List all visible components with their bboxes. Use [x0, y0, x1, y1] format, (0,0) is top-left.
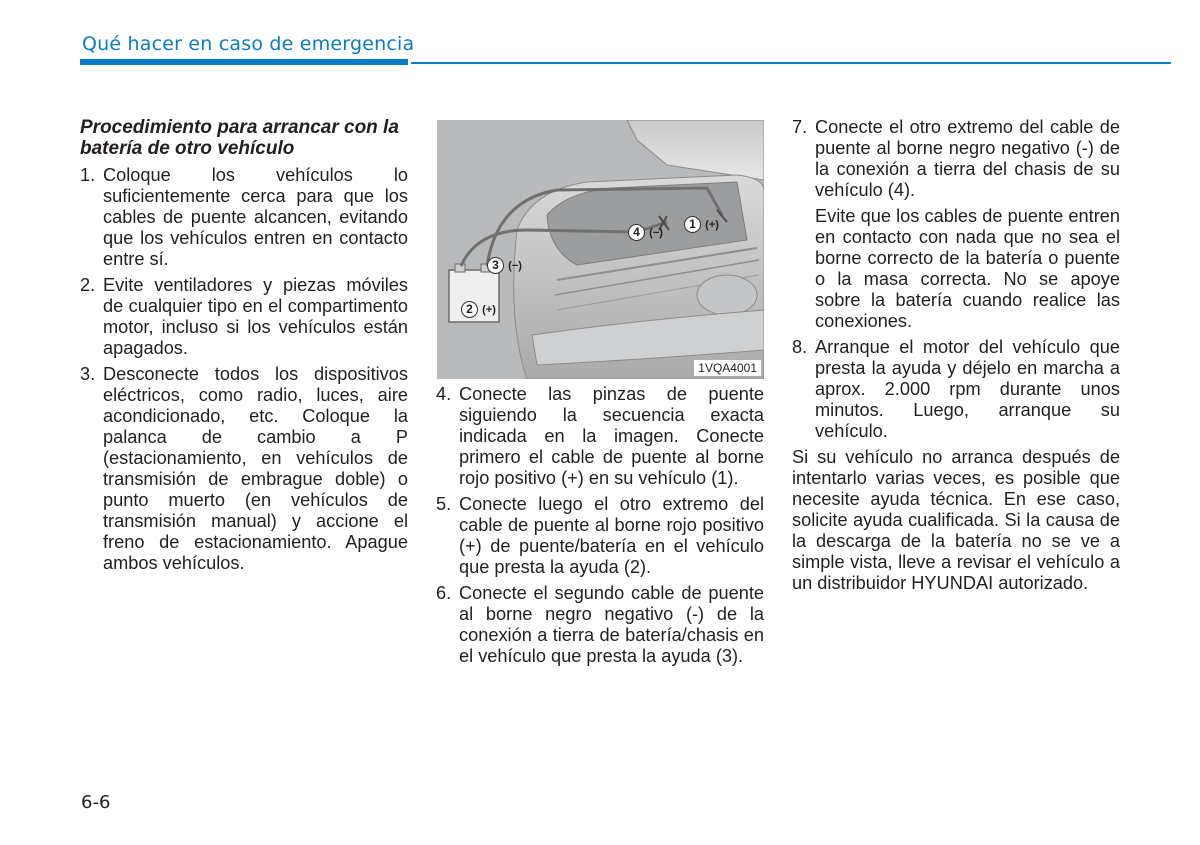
callout-2 — [461, 300, 496, 318]
item-number: 2. — [80, 275, 96, 295]
item-number: 1. — [80, 165, 96, 185]
callout-4-number: 4 — [628, 224, 645, 241]
item-note: Evite que los cables de puente entren en contacto con nada que no sea el borne correcto de la batería o puente o la masa correcta. No se apoye sobre la batería cuando realice las conexiones. — [815, 206, 1120, 331]
callout-2-number: 2 — [461, 301, 478, 318]
list-item — [436, 583, 764, 667]
header-rule-thick — [80, 59, 408, 65]
item-text: Conecte el otro extremo del cable de puente al borne negro negativo (-) de la conexión a tierra del chasis de su vehículo (4). — [815, 117, 1120, 200]
item-number: 6. — [436, 583, 452, 603]
procedure-heading: Procedimiento para arrancar con la batería de otro vehículo — [80, 117, 399, 159]
header-rule-thin — [411, 62, 1171, 64]
callout-2-sign: (+) — [482, 304, 496, 316]
car-engine-bay-drawing — [437, 120, 764, 379]
list-item — [80, 165, 408, 270]
callout-1-number: 1 — [684, 216, 701, 233]
section-header-title: Qué hacer en caso de emergencia — [82, 33, 415, 55]
list-item — [436, 384, 764, 489]
page-number: 6-6 — [81, 792, 111, 813]
callout-1 — [684, 215, 719, 233]
list-item — [80, 275, 408, 359]
callout-3 — [487, 256, 522, 274]
item-text: Conecte las pinzas de puente siguiendo la secuencia exacta indicada en la imagen. Conecte primero el cable de puente al borne rojo positivo (+) en su vehículo (1). — [459, 384, 764, 488]
left-column — [80, 117, 408, 579]
item-text: Desconecte todos los dispositivos eléctricos, como radio, luces, aire acondicionado, etc. Coloque la palanca de cambio a P (estacionamiento, en vehículos de transmisión de embrague doble) o punto muerto (en vehículos de transmisión manual) y accione el freno de estacionamiento. Apague ambos vehículos. — [103, 364, 408, 573]
list-item — [792, 337, 1120, 442]
item-number: 5. — [436, 494, 452, 514]
callout-1-sign: (+) — [705, 219, 719, 231]
jump-start-illustration — [437, 120, 764, 379]
item-text: Arranque el motor del vehículo que presta la ayuda y déjelo en marcha a aprox. 2.000 rpm durante unos minutos. Luego, arranque su vehículo. — [815, 337, 1120, 441]
closing-paragraph: Si su vehículo no arranca después de intentarlo varias veces, es posible que necesite ayuda técnica. En ese caso, solicite ayuda cualificada. Si la causa de la descarga de la batería no se ve a simple vista, lleve a revisar el vehículo a un distribuidor HYUNDAI autorizado. — [792, 447, 1120, 593]
middle-column — [436, 384, 764, 672]
item-text: Conecte el segundo cable de puente al borne negro negativo (-) de la conexión a tierra de batería/chasis en el vehículo que presta la ayuda (3). — [459, 583, 764, 666]
callout-4-sign: (−) — [649, 227, 663, 239]
list-item — [792, 117, 1120, 201]
callout-4 — [628, 223, 663, 241]
callout-3-number: 3 — [487, 257, 504, 274]
right-column — [792, 117, 1120, 594]
item-number: 7. — [792, 117, 808, 137]
item-number: 8. — [792, 337, 808, 357]
item-number: 3. — [80, 364, 96, 384]
list-item — [80, 364, 408, 574]
item-text: Coloque los vehículos lo suficientemente cerca para que los cables de puente alcancen, evitando que los vehículos entren en contacto entre sí. — [103, 165, 408, 269]
item-text: Evite ventiladores y piezas móviles de cualquier tipo en el compartimento motor, incluso si los vehículos están apagados. — [103, 275, 408, 358]
list-item — [436, 494, 764, 578]
figure-code: 1VQA4001 — [694, 360, 761, 376]
callout-3-sign: (−) — [508, 260, 522, 272]
item-text: Conecte luego el otro extremo del cable de puente al borne rojo positivo (+) de puente/batería en el vehículo que presta la ayuda (2). — [459, 494, 764, 577]
item-number: 4. — [436, 384, 452, 404]
